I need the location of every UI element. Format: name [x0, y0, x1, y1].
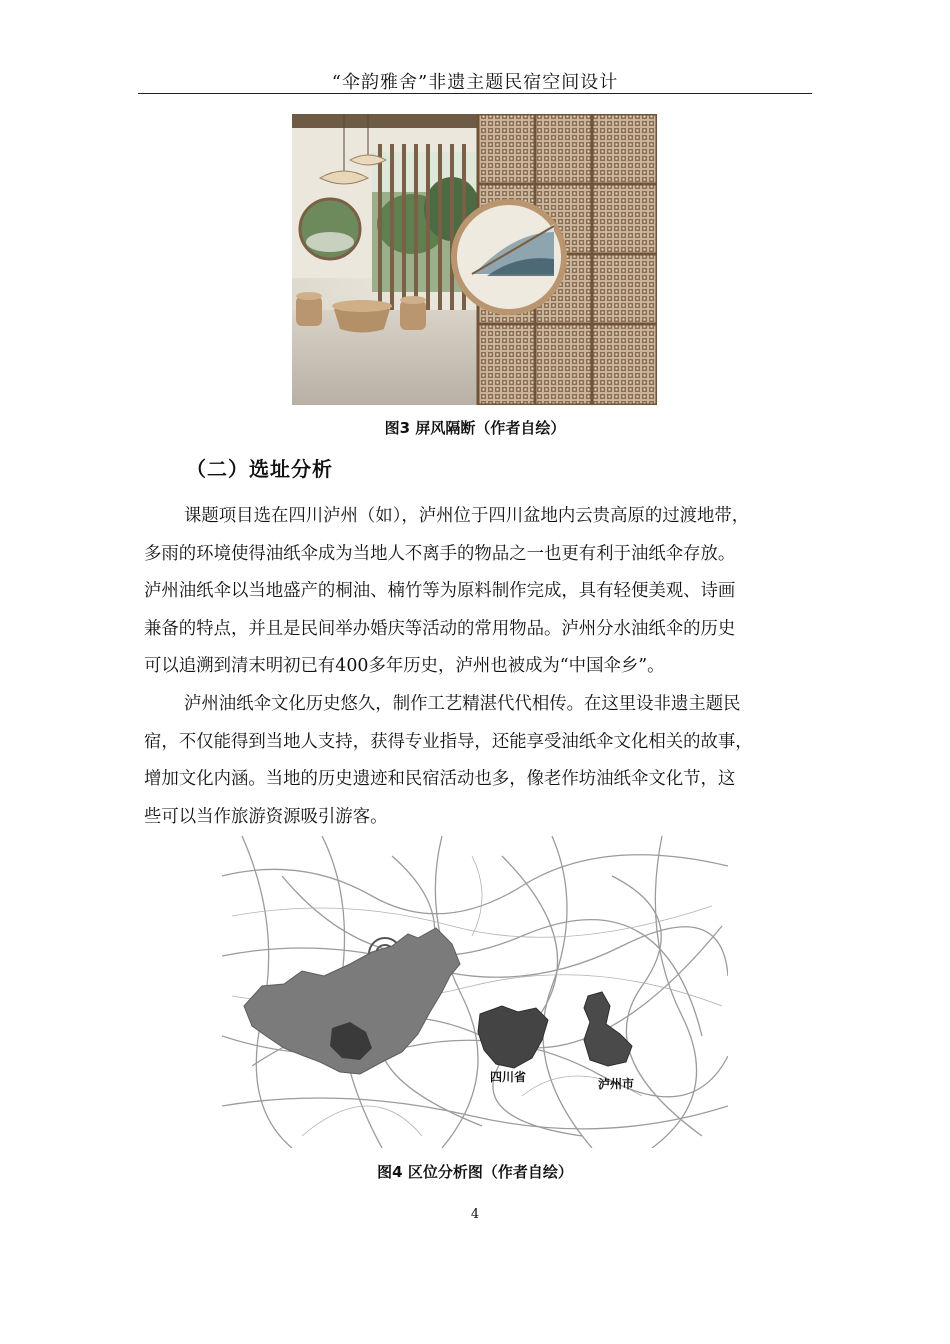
figure-4-location-map	[222, 836, 728, 1148]
paragraph-line: 宿，不仅能得到当地人支持，获得专业指导，还能享受油纸伞文化相关的故事，	[144, 731, 753, 752]
section-heading: （二）选址分析	[186, 457, 333, 481]
paragraph-line: 课题项目选在四川泸州（如），泸州位于四川盆地内云贵高原的过渡地带，	[184, 506, 750, 526]
figure-3-caption: 图3 屏风隔断（作者自绘）	[384, 419, 566, 437]
paragraph-1	[144, 498, 808, 686]
page-number: 4	[470, 1207, 480, 1222]
figure-4-caption: 图4 区位分析图（作者自绘）	[377, 1163, 573, 1181]
paragraph-line: 泸州油纸伞以当地盛产的桐油、楠竹等为原料制作完成，具有轻便美观、诗画	[144, 581, 736, 602]
map-label-luzhou-city: 泸州市	[597, 1077, 635, 1091]
map-label-sichuan-province: 四川省	[489, 1070, 527, 1084]
paragraph-line: 些可以当作旅游资源吸引游客。	[144, 806, 388, 827]
paragraph-line: 兼备的特点，并且是民间举办婚庆等活动的常用物品。泸州分水油纸伞的历史	[144, 618, 736, 639]
paragraph-line: 可以追溯到清末明初已有400多年历史，泸州也被成为“中国伞乡”。	[144, 656, 665, 677]
figure-3-screen-partition-image	[292, 114, 657, 405]
paragraph-line: 泸州油纸伞文化历史悠久，制作工艺精湛代代相传。在这里设非遗主题民	[184, 694, 741, 714]
paragraph-line: 多雨的环境使得油纸伞成为当地人不离手的物品之一也更有利于油纸伞存放。	[144, 543, 736, 564]
running-header-title: “伞韵雅舍”非遗主题民宿空间设计	[331, 72, 619, 93]
paragraph-line: 增加文化内涵。当地的历史遗迹和民宿活动也多，像老作坊油纸伞文化节，这	[144, 769, 736, 790]
paragraph-2	[144, 686, 808, 836]
header-divider	[138, 93, 812, 94]
